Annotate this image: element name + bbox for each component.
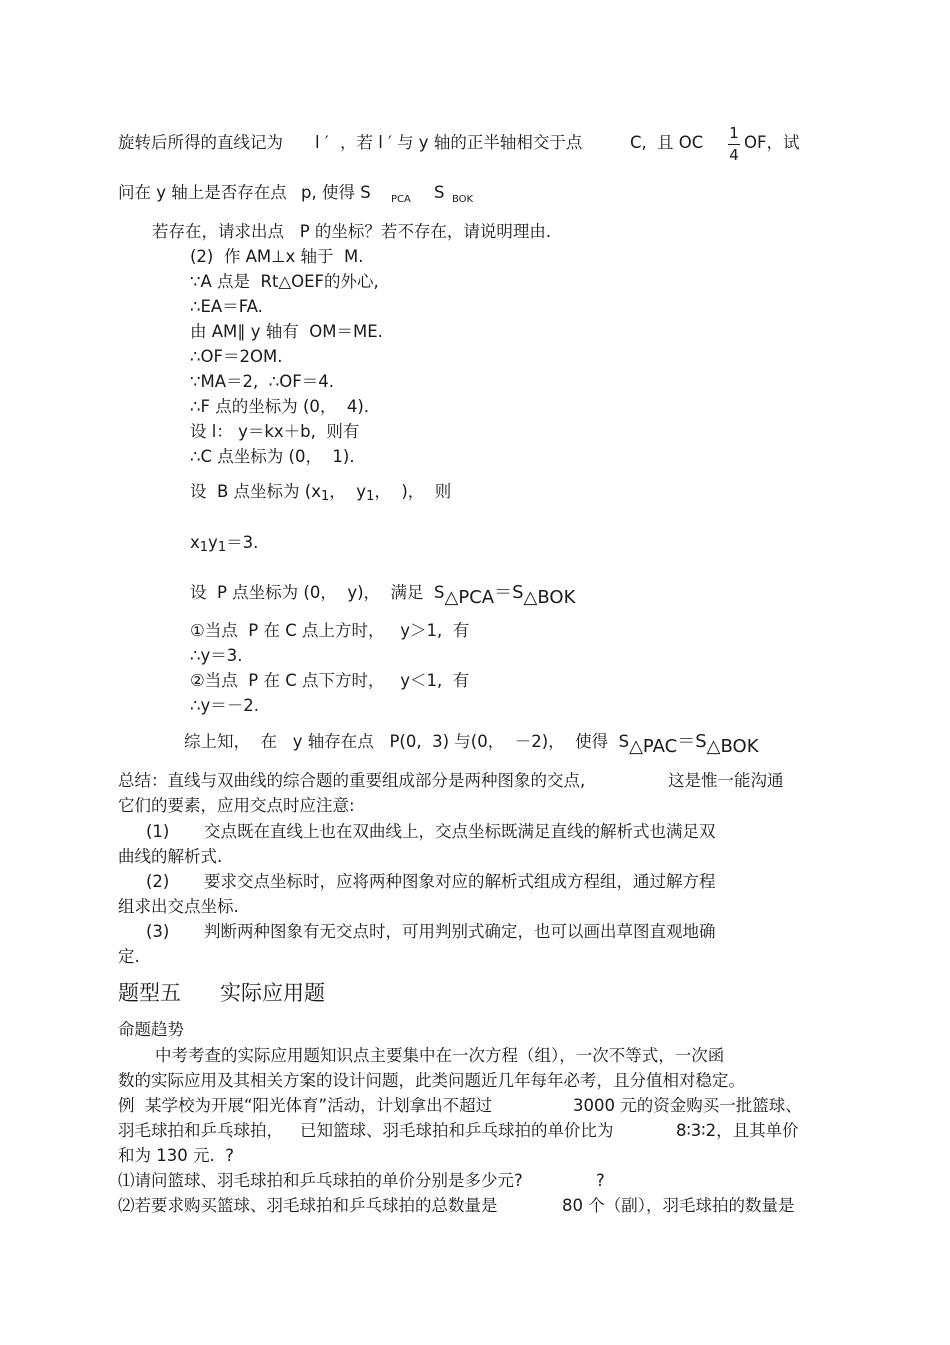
intro-line2-a: 问在 y 轴上是否存在点 — [118, 183, 287, 202]
solution-step-9: ∴C 点坐标为 (0， 1)． — [190, 447, 366, 466]
example-line1-b: 3000 元的资金购买一批篮球、 — [573, 1096, 802, 1115]
summary-point1-text: 交点既在直线上也在双曲线上，交点坐标既满足直线的解析式也满足双 — [204, 822, 716, 841]
summary-point2-cont: 组求出交点坐标. — [118, 897, 239, 916]
intro-line1-b: l ′ — [315, 133, 329, 152]
summary-point2-text: 要求交点坐标时，应将两种图象对应的解析式组成方程组，通过解方程 — [204, 872, 716, 891]
solution-step-1: (2) 作 AM⊥x 轴于 M. — [190, 247, 364, 266]
trend-label: 命题趋势 — [118, 1020, 184, 1039]
question2-b: 80 个（副），羽毛球拍的数量是 — [562, 1196, 795, 1215]
summary-point3-cont: 定. — [118, 947, 140, 966]
question1-b: ? — [596, 1171, 605, 1190]
section-heading-title: 实际应用题 — [220, 981, 325, 1005]
summary-point1-num: (1) — [146, 822, 170, 841]
solution-step-2: ∵A 点是 Rt△OEF的外心, — [190, 272, 379, 291]
solution-step-3: ∴EA＝FA. — [190, 297, 263, 316]
solution-step-13: ①当点 P 在 C 点上方时， y＞1, 有 — [190, 621, 470, 640]
summary-line1-b: 这是惟一能沟通 — [668, 771, 784, 790]
solution-step-6: ∵MA＝2, ∴OF＝4. — [190, 372, 334, 391]
example-line2-b: 已知篮球、羽毛球拍和乒乓球拍的单价比为 — [300, 1121, 614, 1140]
solution-step-7: ∴F 点的坐标为 (0， 4)． — [190, 397, 381, 416]
summary-line1-a: 总结：直线与双曲线的综合题的重要组成部分是两种图象的交点, — [118, 771, 586, 790]
solution-step-11: x1y1＝3. — [190, 533, 259, 555]
summary-point3-text: 判断两种图象有无交点时，可用判别式确定，也可以画出草图直观地确 — [204, 922, 716, 941]
solution-step-5: ∴OF＝2OM. — [190, 347, 283, 366]
intro-line1-f: OF，试 — [744, 133, 800, 152]
example-line2-c: 8∶3∶2，且其单价 — [676, 1121, 799, 1140]
solution-step-14: ∴y＝3. — [190, 646, 243, 665]
intro-line1-c: ，若 l ′ 与 y 轴的正半轴相交于点 — [340, 133, 583, 152]
intro-line2-c: S — [434, 183, 445, 202]
fraction-denominator: 4 — [729, 146, 739, 164]
question1-a: ⑴请问篮球、羽毛球拍和乒乓球拍的单价分别是多少元? — [118, 1171, 523, 1190]
solution-step-10: 设 B 点坐标为 (x1， y1， )， 则 — [190, 482, 452, 504]
example-line2-a: 羽毛球拍和乒乓球拍， — [118, 1121, 283, 1140]
solution-step-12: 设 P 点坐标为 (0， y)， 满足 S△PCA＝S△BOK — [190, 582, 576, 608]
example-line1-a: 例 某学校为开展“阳光体育”活动，计划拿出不超过 — [118, 1096, 493, 1115]
example-line3: 和为 130 元. ? — [118, 1146, 234, 1165]
intro-line1-d: C, — [630, 133, 647, 152]
solution-step-16: ∴y＝－2. — [190, 696, 260, 715]
solution-step-15: ②当点 P 在 C 点下方时， y＜1, 有 — [190, 671, 470, 690]
intro-line1-a: 旋转后所得的直线记为 — [118, 133, 283, 152]
intro-line2-pca: PCA — [391, 194, 411, 205]
summary-point3-num: (3) — [146, 922, 170, 941]
summary-point1-cont: 曲线的解析式. — [118, 847, 223, 866]
intro-line3: 若存在，请求出点 P 的坐标？若不存在，请说明理由. — [152, 222, 552, 241]
fraction-bar — [728, 144, 740, 145]
summary-point2-num: (2) — [146, 872, 170, 891]
trend-line1: 中考考查的实际应用题知识点主要集中在一次方程（组），一次不等式，一次函 — [155, 1046, 725, 1065]
fraction-numerator: 1 — [729, 124, 739, 142]
solution-step-8: 设 l： y＝kx＋b, 则有 — [190, 422, 360, 441]
intro-line2-bok: BOK — [452, 194, 474, 205]
summary-line2: 它们的要素，应用交点时应注意: — [118, 796, 355, 815]
section-heading-type: 题型五 — [118, 981, 181, 1005]
solution-step-4: 由 AM∥ y 轴有 OM＝ME. — [190, 322, 383, 341]
intro-line1-e: 且 OC — [657, 133, 704, 152]
solution-step-17: 综上知， 在 y 轴存在点 P(0, 3) 与(0， －2)， 使得 S△PAC＝S△BOK — [184, 731, 759, 757]
question2-a: ⑵若要求购买篮球、羽毛球拍和乒乓球拍的总数量是 — [118, 1196, 498, 1215]
trend-line2: 数的实际应用及其相关方案的设计问题，此类问题近几年每年必考，且分值相对稳定。 — [118, 1071, 745, 1090]
intro-line2-b: p, 使得 S — [301, 183, 371, 202]
